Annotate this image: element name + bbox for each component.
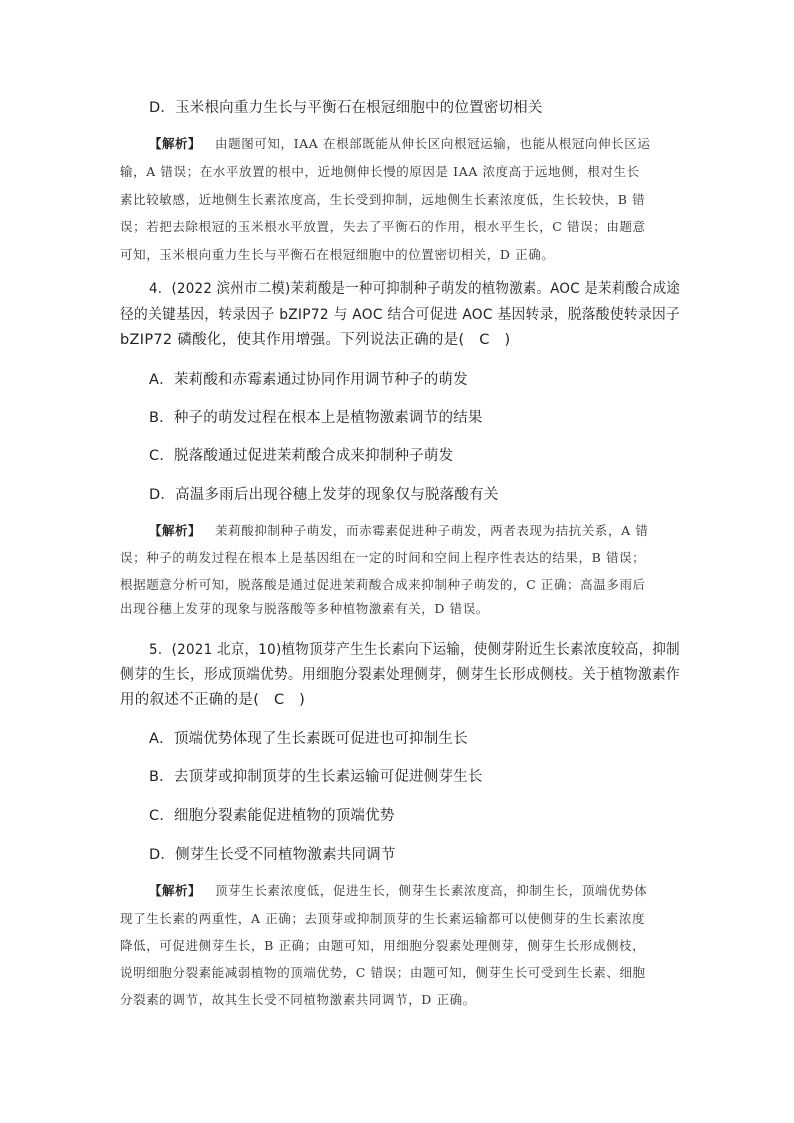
analysis-tag: 【解析】 [149, 136, 202, 151]
q5-analysis-line-1 [149, 881, 647, 899]
q4-analysis-line-4: 出现谷穗上发芽的现象与脱落酸等多种植物激素有关，D 错误。 [120, 601, 489, 616]
q3-analysis-line-5: 可知，玉米根向重力生长与平衡石在根冠细胞中的位置密切相关，D 正确。 [120, 247, 555, 262]
analysis-text: 由题图可知，IAA 在根部既能从伸长区向根冠运输，也能从根冠向伸长区运 [215, 136, 651, 151]
q5-analysis-line-3: 降低，可促进侧芽生长，B 正确；由题可知，用细胞分裂素处理侧芽，侧芽生长形成侧枝， [120, 938, 646, 953]
analysis-text: 顶芽生长素浓度低，促进生长，侧芽生长素浓度高，抑制生长，顶端优势体 [215, 883, 648, 898]
q4-option-d: D．高温多雨后出现谷穗上发芽的现象仅与脱落酸有关 [149, 487, 499, 503]
q5-stem-line-1: 5．(2021 北京，10)植物顶芽产生生长素向下运输，使侧芽附近生长素浓度较高，抑制 [149, 642, 680, 658]
q5-analysis-line-5: 分裂素的调节，故其生长受不同植物激素共同调节，D 正确。 [120, 992, 476, 1007]
q4-option-b: B．种子的萌发过程在根本上是植物激素调节的结果 [149, 410, 483, 426]
q3-analysis-line-4: 误；若把去除根冠的玉米根水平放置，失去了平衡石的作用，根水平生长，C 错误；由题意 [120, 219, 646, 234]
q3-analysis-line-2: 输，A 错误；在水平放置的根中，近地侧伸长慢的原因是 IAA 浓度高于远地侧，根对生长 [120, 164, 640, 179]
q4-stem-line-2: 径的关键基因，转录因子 bZIP72 与 AOC 结合可促进 AOC 基因转录，脱落酸使转录因子 [120, 307, 681, 323]
q5-option-a: A．顶端优势体现了生长素既可促进也可抑制生长 [149, 731, 468, 747]
q3-analysis-line-1 [149, 134, 650, 152]
q5-option-b: B．去顶芽或抑制顶芽的生长素运输可促进侧芽生长 [149, 769, 483, 785]
q3-analysis-line-3: 素比较敏感，近地侧生长素浓度高，生长受到抑制，远地侧生长素浓度低，生长较快，B 错 [120, 192, 646, 207]
q5-option-d: D．侧芽生长受不同植物激素共同调节 [149, 847, 396, 863]
q5-analysis-line-4: 说明细胞分裂素能减弱植物的顶端优势，C 错误；由题可知，侧芽生长可受到生长素、细胞 [120, 965, 646, 980]
q4-stem-line-3: bZIP72 磷酸化，使其作用增强。下列说法正确的是( C ) [120, 332, 511, 348]
q4-analysis-line-1 [149, 521, 648, 539]
q4-analysis-line-3: 根据题意分析可知，脱落酸是通过促进茉莉酸合成来抑制种子萌发的，C 正确；高温多雨后 [120, 577, 646, 592]
q5-option-c: C．细胞分裂素能促进植物的顶端优势 [149, 808, 395, 824]
q4-option-c: C．脱落酸通过促进茉莉酸合成来抑制种子萌发 [149, 448, 454, 464]
analysis-tag: 【解析】 [149, 883, 202, 898]
q4-stem-line-1: 4．(2022 滨州市二模)茉莉酸是一种可抑制种子萌发的植物激素。AOC 是茉莉酸合成途 [149, 281, 681, 297]
q4-analysis-line-2: 误；种子的萌发过程在根本上是基因组在一定的时间和空间上程序性表达的结果，B 错误； [120, 550, 646, 565]
q5-stem-line-3: 用的叙述不正确的是( C ) [120, 692, 306, 708]
q5-stem-line-2: 侧芽的生长，形成顶端优势。用细胞分裂素处理侧芽，侧芽生长形成侧枝。关于植物激素作 [120, 667, 680, 683]
q4-option-a: A．茉莉酸和赤霉素通过协同作用调节种子的萌发 [149, 372, 468, 388]
analysis-tag: 【解析】 [149, 523, 202, 538]
q3-option-d: D．玉米根向重力生长与平衡石在根冠细胞中的位置密切相关 [149, 100, 543, 116]
analysis-text: 茉莉酸抑制种子萌发，而赤霉素促进种子萌发，两者表现为拮抗关系，A 错 [215, 523, 649, 538]
q5-analysis-line-2: 现了生长素的两重性，A 正确；去顶芽或抑制顶芽的生长素运输都可以使侧芽的生长素浓度 [120, 911, 646, 926]
